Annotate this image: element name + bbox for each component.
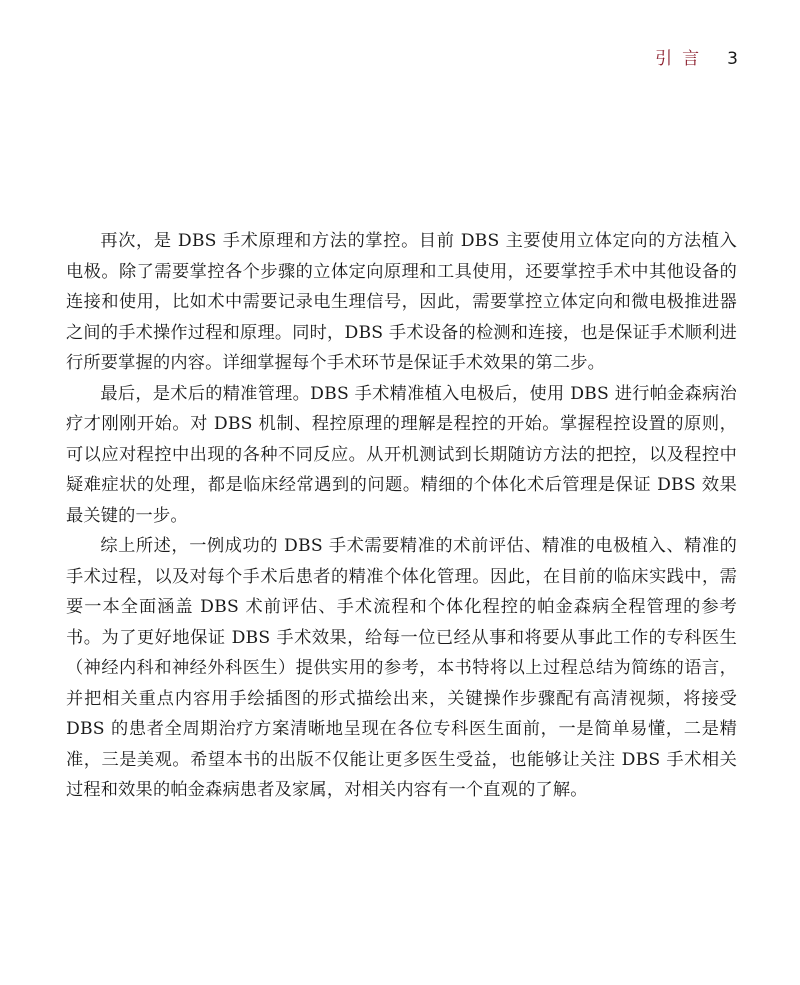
chapter-title: 引言 [655,49,710,69]
paragraph: 再次，是 DBS 手术原理和方法的掌控。目前 DBS 主要使用立体定向的方法植入电极。除了需要掌控各个步骤的立体定向原理和工具使用，还要掌控手术中其他设备的连接和使用，比如术中需要记录电生理信号，因此，需要掌控立体定向和微电极推进器之间的手术操作过程和原理。同时，DBS 手术设备的检测和连接，也是保证手术顺利进行所要掌握的内容。详细掌握每个手术环节是保证手术效果的第二步。 [66,231,737,373]
running-header [655,44,738,69]
page-number: 3 [727,49,738,69]
paragraph: 最后，是术后的精准管理。DBS 手术精准植入电极后，使用 DBS 进行帕金森病治疗才刚刚开始。对 DBS 机制、程控原理的理解是程控的开始。掌握程控设置的原则，可以应对程控中出现的各种不同反应。从开机测试到长期随访方法的把控，以及程控中疑难症状的处理，都是临床经常遇到的问题。精细的个体化术后管理是保证 DBS 效果最关键的一步。 [66,383,737,526]
paragraph: 综上所述，一例成功的 DBS 手术需要精准的术前评估、精准的电极植入、精准的手术过程，以及对每个手术后患者的精准个体化管理。因此，在目前的临床实践中，需要一本全面涵盖 DBS 术前评估、手术流程和个体化程控的帕金森病全程管理的参考书。为了更好地保证 DBS 手术效果，给每一位已经从事和将要从事此工作的专科医生（神经内科和神经外科医生）提供实用的参考，本书特将以上过程总结为简练的语言，并把相关重点内容用手绘插图的形式描绘出来，关键操作步骤配有高清视频，将接受 DBS 的患者全周期治疗方案清晰地呈现在各位专科医生面前，一是简单易懂，二是精准，三是美观。希望本书的出版不仅能让更多医生受益，也能够让关注 DBS 手术相关过程和效果的帕金森病患者及家属，对相关内容有一个直观的了解。 [66,536,737,800]
body-text [66,226,737,806]
